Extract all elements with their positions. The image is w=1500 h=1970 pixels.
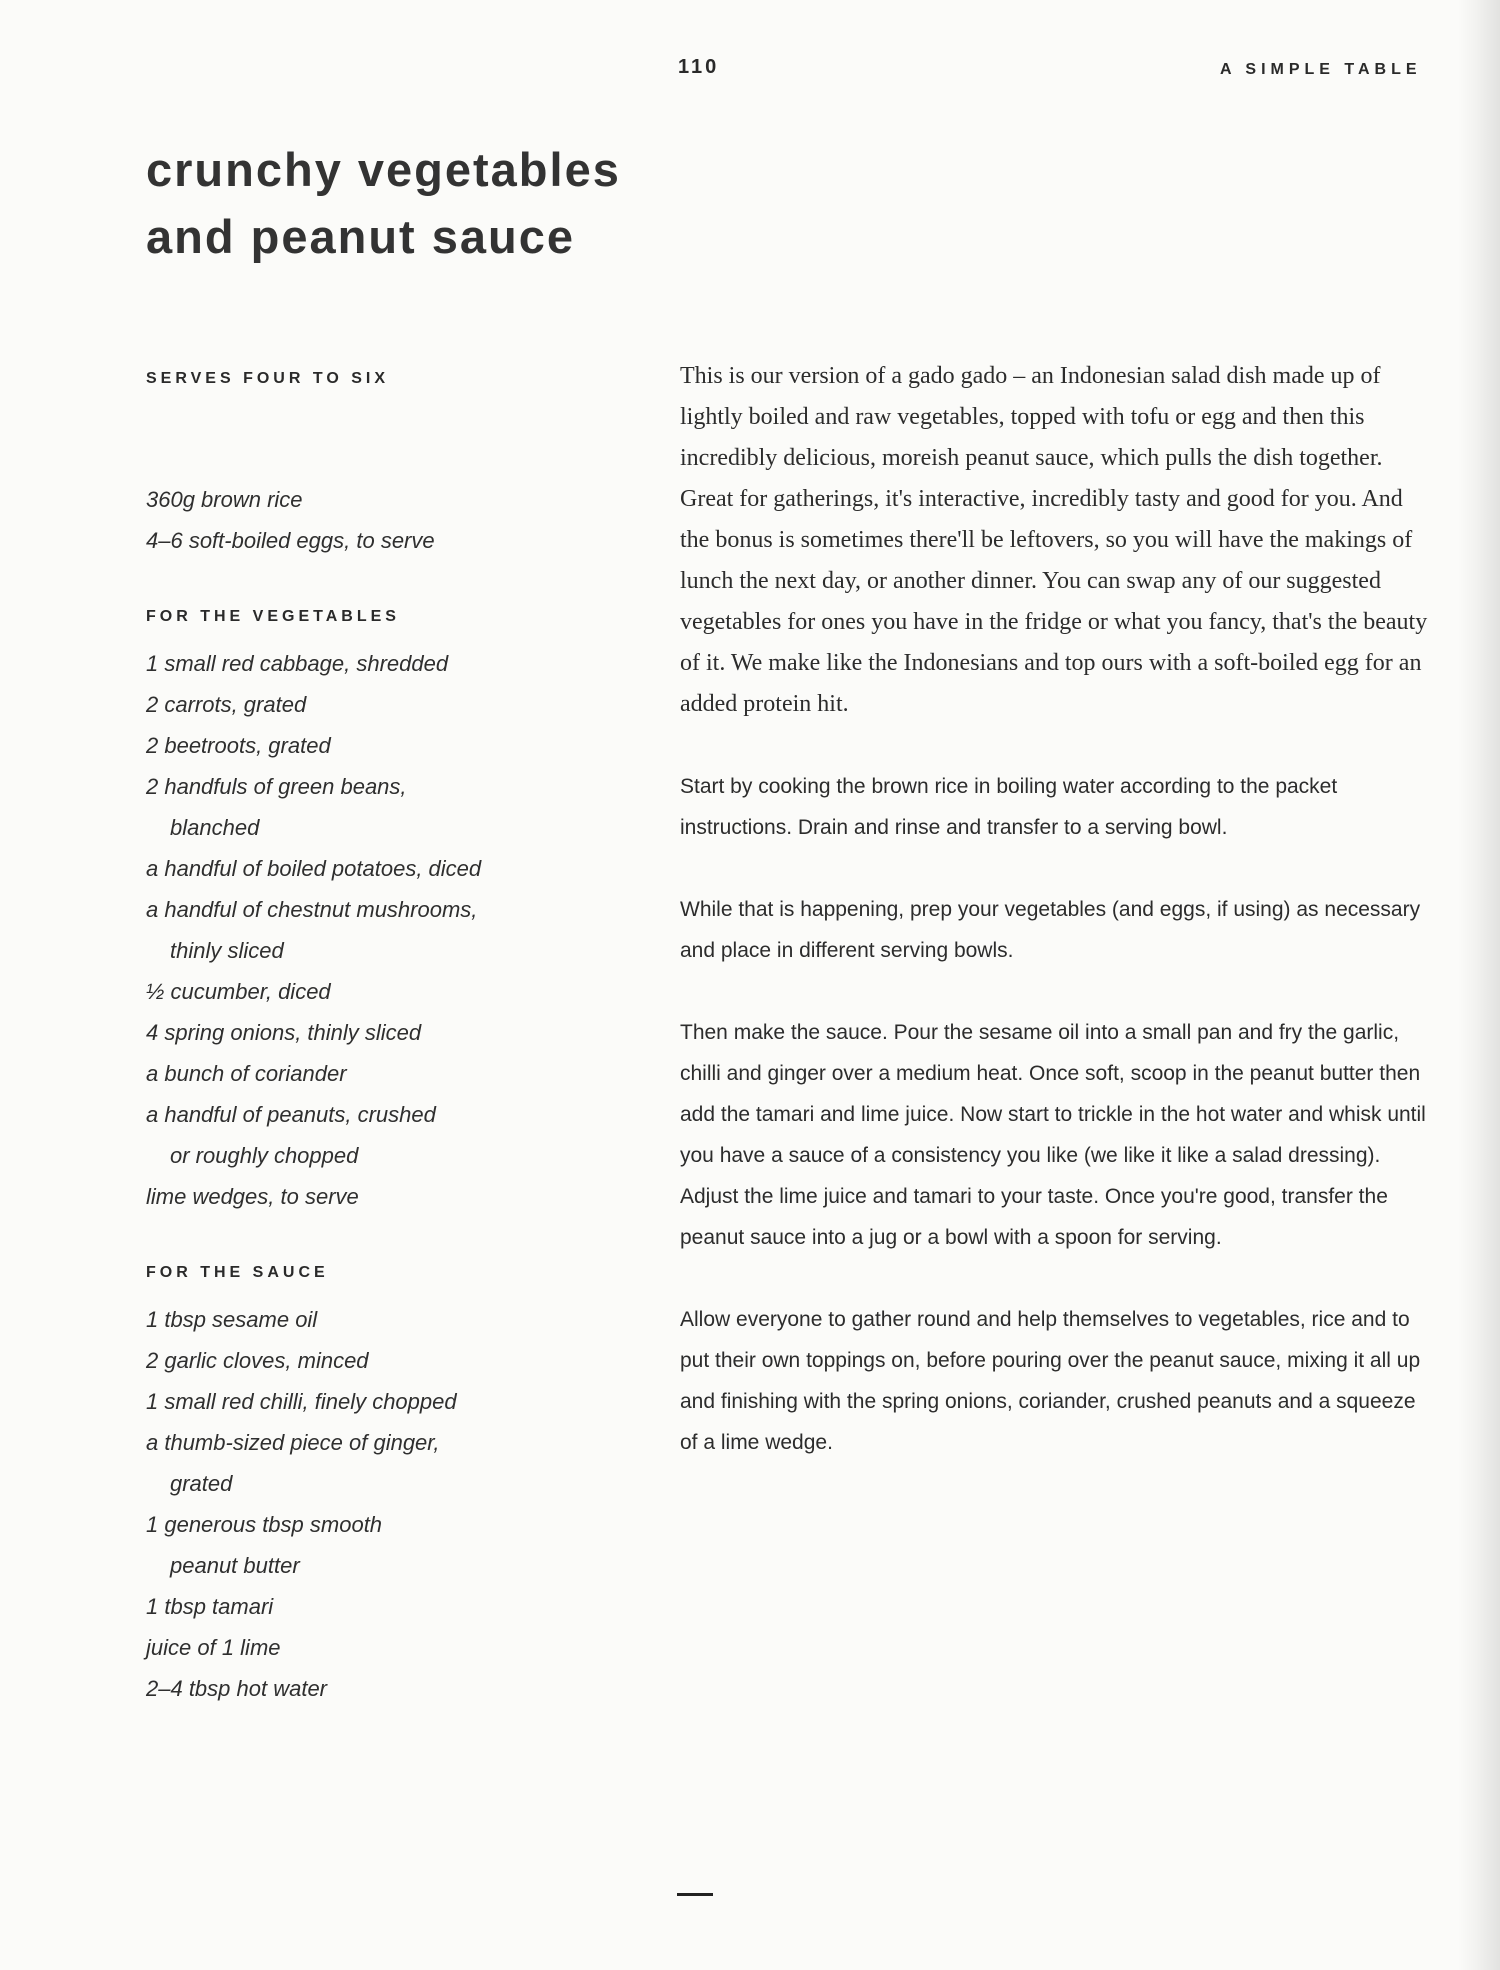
intro-paragraph: This is our version of a gado gado – an Indonesian salad dish made up of lightly boiled and raw vegetables, topped with tofu or egg and then this incredibly delicious, moreish peanut sauce, which pulls the dish together. Great for gatherings, it's interactive, incredibly tasty and good for you. And the bonus is sometimes there'll be leftovers, so you will have the makings of lunch the next day, or another dinner. You can swap any of our suggested vegetables for ones you have in the fridge or what you fancy, that's the beauty of it. We make like the Indonesians and top ours with a soft-boiled egg for an added protein hit.: [680, 363, 1428, 717]
ingredient-item: [146, 725, 626, 766]
recipe-title: [146, 136, 621, 270]
ingredient-text: a handful of chestnut mushrooms,: [146, 897, 478, 922]
method-step: While that is happening, prep your vegetables (and eggs, if using) as necessary and place in different serving bowls.: [680, 898, 1421, 962]
ingredient-text-continued: grated: [170, 1471, 233, 1496]
ingredient-text: 1 generous tbsp smooth: [146, 1512, 383, 1537]
serves-heading: SERVES FOUR TO SIX: [146, 370, 390, 387]
sauce-heading: FOR THE SAUCE: [146, 1264, 329, 1281]
spacer: [146, 561, 626, 602]
method-step: Allow everyone to gather round and help themselves to vegetables, rice and to put their own toppings on, before pouring over the peanut sauce, mixing it all up and finishing with the spring onions, coriander, crushed peanuts and a squeeze of a lime wedge.: [680, 1308, 1421, 1454]
ingredient-item: [146, 1504, 626, 1586]
ingredient-item: [146, 643, 626, 684]
ingredient-text: 2 beetroots, grated: [146, 733, 331, 758]
ingredient-item: [146, 971, 626, 1012]
ingredient-text: 2 handfuls of green beans,: [146, 774, 407, 799]
ingredient-item: [146, 1668, 626, 1709]
ingredient-text: juice of 1 lime: [146, 1635, 281, 1660]
ingredient-text: 2 carrots, grated: [146, 692, 307, 717]
ingredient-text: a handful of boiled potatoes, diced: [146, 856, 482, 881]
ingredient-text: a handful of peanuts, crushed: [146, 1102, 436, 1127]
ingredient-item: 4–6 soft-boiled eggs, to serve: [146, 528, 435, 553]
ingredient-item: [146, 848, 626, 889]
page-number: 110: [678, 56, 720, 78]
ingredient-text: 2 garlic cloves, minced: [146, 1348, 369, 1373]
page-edge-shadow: [1458, 0, 1500, 1970]
spacer: [146, 1217, 626, 1258]
ingredient-text: 2–4 tbsp hot water: [146, 1676, 328, 1701]
ingredient-item: [146, 766, 626, 848]
ingredient-text-continued: thinly sliced: [170, 938, 284, 963]
ingredient-item: [146, 1176, 626, 1217]
sauce-ingredient-list: [146, 1299, 626, 1709]
footer-rule: [677, 1893, 713, 1896]
recipe-title-line-2: and peanut sauce: [146, 210, 575, 263]
ingredient-text: a bunch of coriander: [146, 1061, 347, 1086]
ingredient-item: [146, 1094, 626, 1176]
ingredient-item: [146, 1586, 626, 1627]
ingredient-text-continued: blanched: [170, 815, 260, 840]
ingredient-item: [146, 684, 626, 725]
ingredient-item: [146, 1627, 626, 1668]
ingredient-item: [146, 1012, 626, 1053]
vegetable-ingredient-list: [146, 643, 626, 1217]
ingredient-item: 360g brown rice: [146, 487, 303, 512]
recipe-title-line-1: crunchy vegetables: [146, 143, 621, 196]
base-ingredient-list: [146, 479, 626, 561]
vegetables-heading: FOR THE VEGETABLES: [146, 608, 400, 625]
running-head: A SIMPLE TABLE: [1220, 61, 1422, 78]
ingredient-text: 1 tbsp sesame oil: [146, 1307, 318, 1332]
ingredient-item: [146, 1340, 626, 1381]
ingredient-text: lime wedges, to serve: [146, 1184, 359, 1209]
method-column: [680, 356, 1430, 1504]
ingredients-column: [146, 364, 626, 1709]
ingredient-text: a thumb-sized piece of ginger,: [146, 1430, 440, 1455]
ingredient-text: 1 tbsp tamari: [146, 1594, 274, 1619]
ingredient-text-continued: peanut butter: [170, 1553, 300, 1578]
method-steps: [680, 766, 1430, 1463]
ingredient-text-continued: or roughly chopped: [170, 1143, 359, 1168]
ingredient-item: [146, 1422, 626, 1504]
method-step: Then make the sauce. Pour the sesame oil into a small pan and fry the garlic, chilli and ginger over a medium heat. Once soft, scoop in the peanut butter then add the tamari and lime juice. Now start to trickle in the hot water and whisk until you have a sauce of a consistency you like (we like it like a salad dressing). Adjust the lime juice and tamari to your taste. Once you're good, transfer the peanut sauce into a jug or a bowl with a spoon for serving.: [680, 1021, 1426, 1249]
ingredient-text: 4 spring onions, thinly sliced: [146, 1020, 422, 1045]
ingredient-text: ½ cucumber, diced: [146, 979, 331, 1004]
ingredient-item: [146, 1381, 626, 1422]
ingredient-text: 1 small red cabbage, shredded: [146, 651, 449, 676]
ingredient-item: [146, 1053, 626, 1094]
ingredient-item: [146, 1299, 626, 1340]
method-step: Start by cooking the brown rice in boiling water according to the packet instructions. Drain and rinse and transfer to a serving bowl.: [680, 775, 1338, 839]
ingredient-item: [146, 889, 626, 971]
ingredient-text: 1 small red chilli, finely chopped: [146, 1389, 457, 1414]
